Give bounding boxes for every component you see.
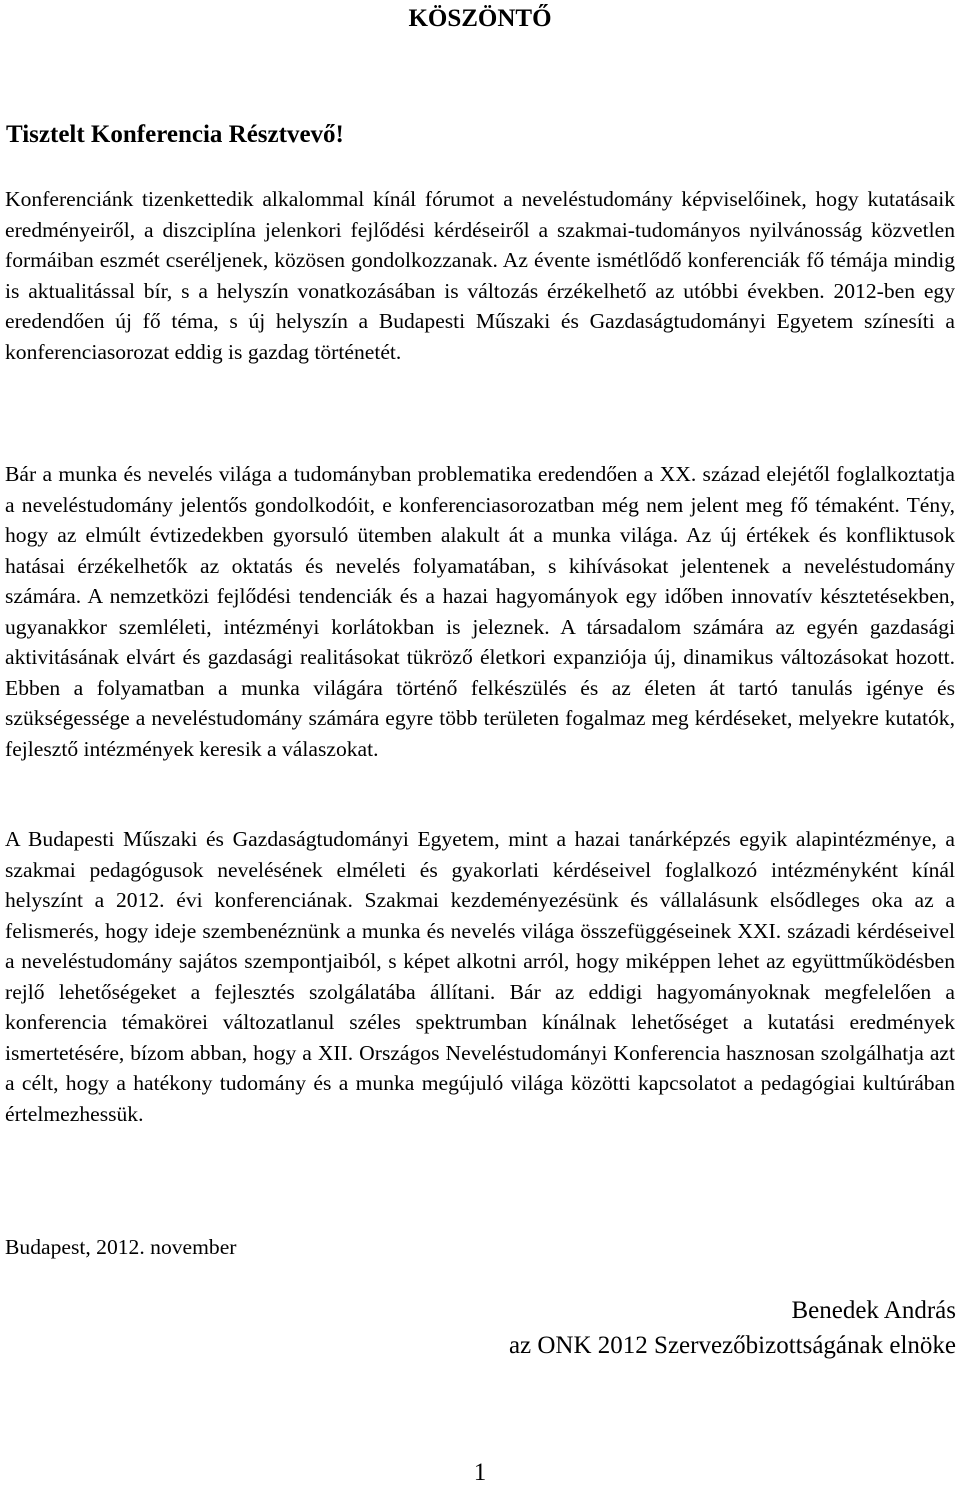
place-date: Budapest, 2012. november bbox=[5, 1235, 237, 1259]
document-title: KÖSZÖNTŐ bbox=[408, 5, 552, 32]
paragraph-work-and-education: Bár a munka és nevelés világa a tudományban problematika eredendően a XX. század elejétől foglalkoztatja a neveléstudomány jelentős gondolkodóit, e konferenciasorozatban még nem jelent meg fő témaként. Tény, hogy az elmúlt évtizedekben gyorsuló ütemben alakult át a munka világa. Az új értékek és konfliktusok hatásai érzékelhetők az oktatás és nevelés folyamatában, s kihívásokat jelentenek a neveléstudomány számára. A nemzetközi fejlődési tendenciák és a hazai hagyományok egy időben innovatív késztetésekben, ugyanakkor szemléleti, intézményi korlátokban is jeleznek. A társadalom számára az egyén gazdasági aktivitásának elvárt és gazdasági realitásokat tükröző életkori expanziója új, dinamikus változásokat hozott. Ebben a folyamatban a munka világára történő felkészülés és az életen át tartó tanulás igénye és szükségessége a neveléstudomány számára egyre több területen fogalmaz meg kérdéseket, melyekre kutatók, fejlesztő intézmények keresik a válaszokat. bbox=[5, 462, 955, 761]
signature-name: Benedek András bbox=[791, 1297, 956, 1324]
salutation: Tisztelt Konferencia Résztvevő! bbox=[6, 121, 344, 148]
signature-role: az ONK 2012 Szervezőbizottságának elnöke bbox=[508, 1332, 956, 1359]
paragraph-host-university: A Budapesti Műszaki és Gazdaságtudományi Egyetem, mint a hazai tanárképzés egyik alapintézménye, a szakmai pedagógusok nevelésének elméleti és gyakorlati kérdéseivel foglalkozó intézményként kínál helyszínt a 2012. évi konferenciának. Szakmai kezdeményezésünk és vállalásunk elsődleges oka az a felismerés, hogy ideje szembenéznünk a munka és nevelés világa összefüggéseinek XXI. századi kérdéseivel a neveléstudomány sajátos szempontjaiból, s képet alkotni arról, hogy miképpen lehet az együttműködésben rejlő lehetőségeket a fejlesztés szolgálatába állítani. Bár az eddigi hagyományoknak megfelelően a konferencia témakörei változatlanul széles spektrumban kínálnak lehetőséget a kutatási eredmények ismertetésére, bízom abban, hogy a XII. Országos Neveléstudományi Konferencia hasznosan szolgálhatja azt a célt, hogy a hatékony tudomány és a munka megújuló világa közötti kapcsolatot a pedagógiai kultúrában értelmezhessük. bbox=[5, 827, 955, 1126]
page-number: 1 bbox=[473, 1459, 487, 1486]
paragraph-intro: Konferenciánk tizenkettedik alkalommal kínál fórumot a neveléstudomány képviselőinek, hogy kutatásaik eredményeiről, a diszciplína jelenkori fejlődési kérdéseiről a szakmai-tudományos nyilvánosság közvetlen formáiban eszmét cseréljenek, közösen gondolkozzanak. Az évente ismétlődő konferenciák fő témája mindig is aktualitással bír, s a helyszín vonatkozásában is változás érzékelhető az utóbbi években. 2012-ben egy eredendően új fő téma, s új helyszín a Budapesti Műszaki és Gazdaságtudományi Egyetem színesíti a konferenciasorozat eddig is gazdag történetét. bbox=[5, 187, 955, 364]
